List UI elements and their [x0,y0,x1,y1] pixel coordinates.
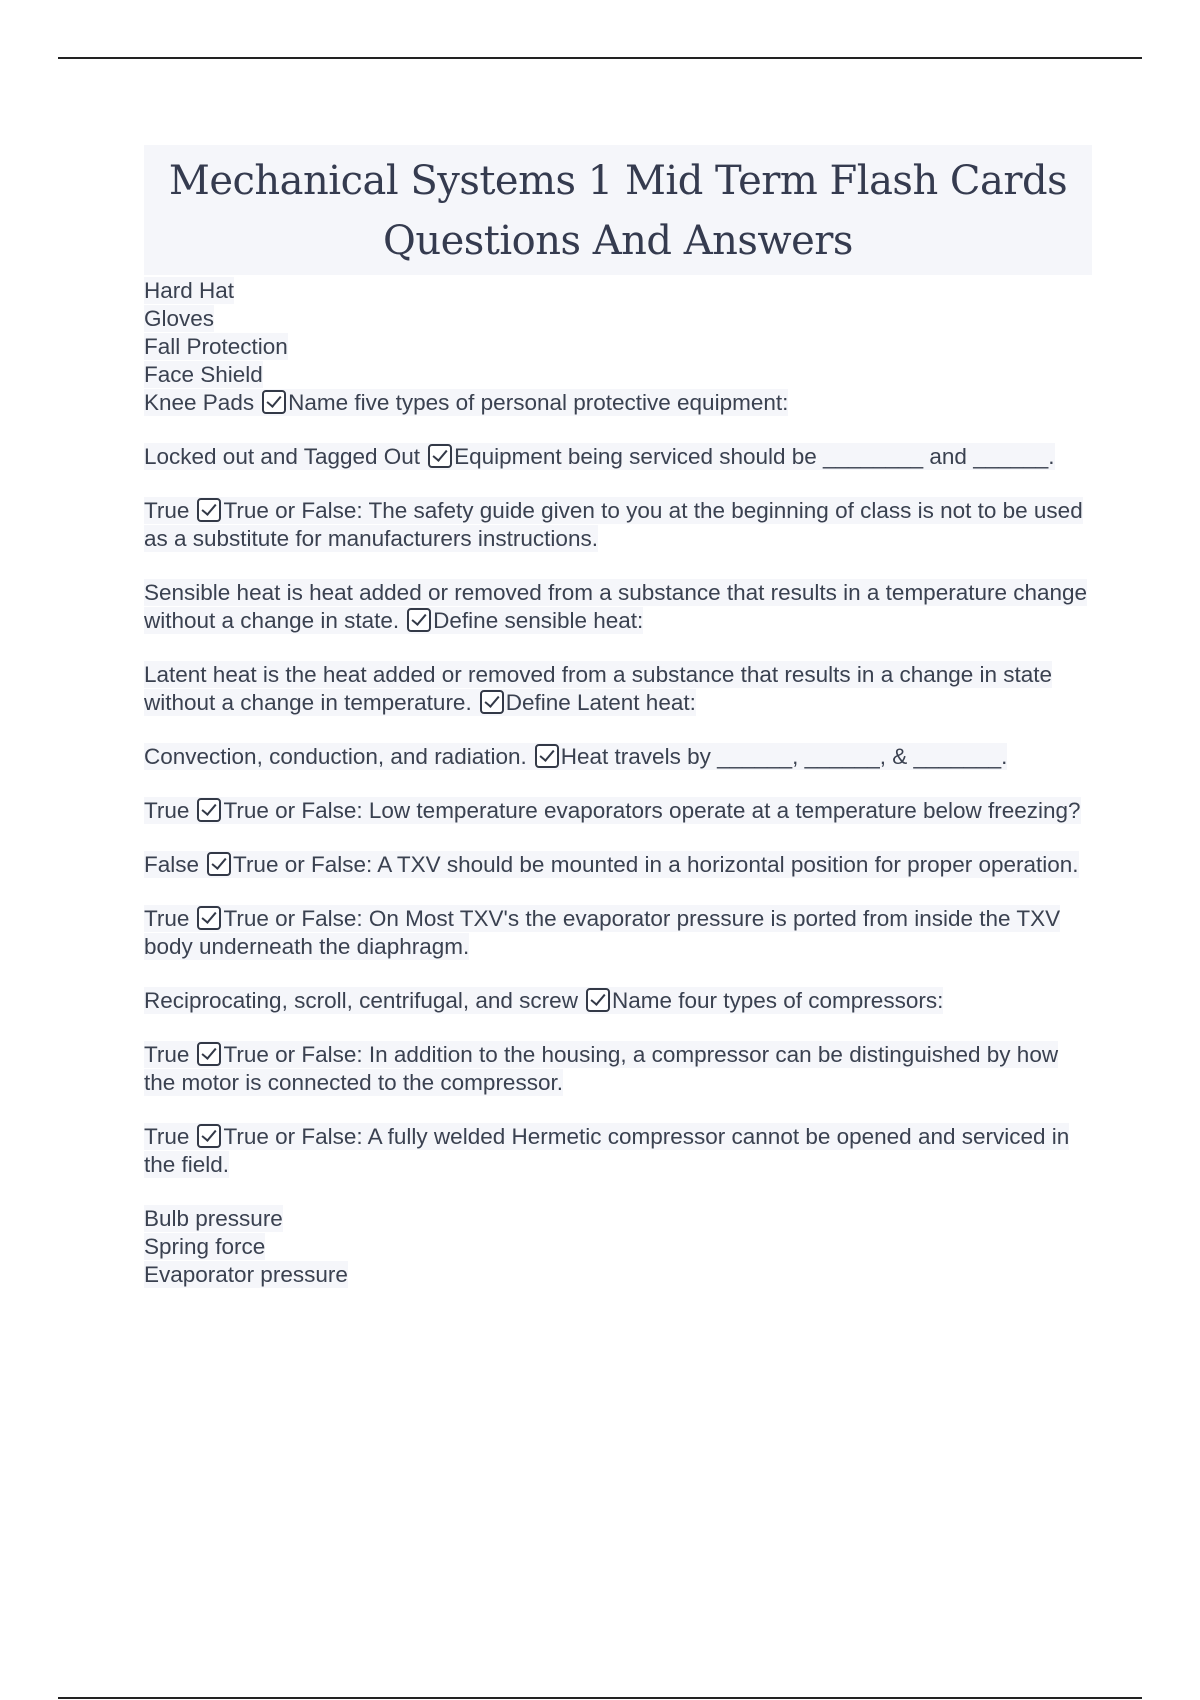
card-question: True or False: The safety guide given to you at the beginning of class is not to be used as a substitute for manufacturers instructions. [144,498,1083,551]
flashcard-item [144,579,1092,635]
answer-line-text: Gloves [144,306,215,331]
title-line-2: Questions And Answers [383,218,853,264]
card-answer: True [144,498,190,523]
card-text [144,987,943,1014]
flashcard-list [144,277,1092,1289]
answer-line [144,333,1092,361]
title-banner [144,145,1092,275]
answer-line [144,1261,1092,1289]
card-text [144,905,1060,960]
card-answer: Reciprocating, scroll, centrifugal, and screw [144,988,578,1013]
card-text [144,443,1055,470]
card-text [144,1041,1058,1096]
card-text [144,661,1052,716]
footer-rule [58,1697,1142,1699]
checkbox-checked-icon [207,852,231,876]
card-answer: True [144,1042,190,1067]
answer-line-text: Face Shield [144,362,263,387]
card-text [144,497,1083,552]
card-question: True or False: A fully welded Hermetic compressor cannot be opened and serviced in the field. [144,1124,1070,1177]
checkbox-checked-icon [197,1124,221,1148]
checkbox-checked-icon [262,390,286,414]
card-question: Define sensible heat: [433,608,644,633]
flashcard-item-partial [144,1205,1092,1289]
card-answer: Knee Pads [144,390,255,415]
answer-line-text: Fall Protection [144,334,288,359]
title-line-1: Mechanical Systems 1 Mid Term Flash Cards [168,158,1068,204]
checkbox-checked-icon [535,744,559,768]
flashcard-item [144,851,1092,879]
card-answer: False [144,852,200,877]
flashcard-item [144,497,1092,553]
answer-line-text: Evaporator pressure [144,1262,348,1287]
answer-line [144,277,1092,305]
card-answer: Convection, conduction, and radiation. [144,744,527,769]
checkbox-checked-icon [197,498,221,522]
checkbox-checked-icon [428,444,452,468]
card-question: Heat travels by ______, ______, & _______. [560,744,1008,769]
card-text [144,389,788,416]
card-text [144,851,1079,878]
checkbox-checked-icon [197,906,221,930]
flashcard-item [144,443,1092,471]
card-answer: Locked out and Tagged Out [144,444,421,469]
checkbox-checked-icon [586,988,610,1012]
card-question: Define Latent heat: [505,690,696,715]
checkbox-checked-icon [197,798,221,822]
answer-line [144,1233,1092,1261]
card-question: Name five types of personal protective equipment: [288,390,789,415]
flashcard-item [144,905,1092,961]
flashcard-item [144,1123,1092,1179]
flashcard-item [144,797,1092,825]
card-question: True or False: Low temperature evaporators operate at a temperature below freezing? [223,798,1081,823]
card-answer: True [144,906,190,931]
flashcard-document [144,145,1092,1315]
answer-line-text: Hard Hat [144,278,235,303]
checkbox-checked-icon [197,1042,221,1066]
card-answer: Latent heat is the heat added or removed from a substance that results in a change in state without a change in temperature. [144,662,1053,715]
card-question: Name four types of compressors: [611,988,944,1013]
card-question: Equipment being serviced should be ________ and ______. [454,444,1055,469]
flashcard-item [144,743,1092,771]
header-rule [58,57,1142,59]
card-text [144,1123,1069,1178]
checkbox-checked-icon [480,690,504,714]
flashcard-item [144,277,1092,417]
answer-line [144,1205,1092,1233]
card-text [144,797,1081,824]
flashcard-item [144,661,1092,717]
answer-line [144,361,1092,389]
checkbox-checked-icon [407,608,431,632]
answer-line-text: Spring force [144,1234,266,1259]
card-answer: Sensible heat is heat added or removed from a substance that results in a temperature change without a change in state. [144,580,1088,633]
document-title [154,151,1082,271]
card-question: True or False: In addition to the housing, a compressor can be distinguished by how the motor is connected to the compressor. [144,1042,1059,1095]
card-answer: True [144,798,190,823]
answer-line-text: Bulb pressure [144,1206,283,1231]
flashcard-item [144,987,1092,1015]
card-text [144,743,1007,770]
card-question: True or False: A TXV should be mounted in a horizontal position for proper operation. [233,852,1079,877]
flashcard-item [144,1041,1092,1097]
card-question: True or False: On Most TXV's the evaporator pressure is ported from inside the TXV body underneath the diaphragm. [144,906,1061,959]
card-text [144,579,1087,634]
answer-line [144,305,1092,333]
card-answer: True [144,1124,190,1149]
